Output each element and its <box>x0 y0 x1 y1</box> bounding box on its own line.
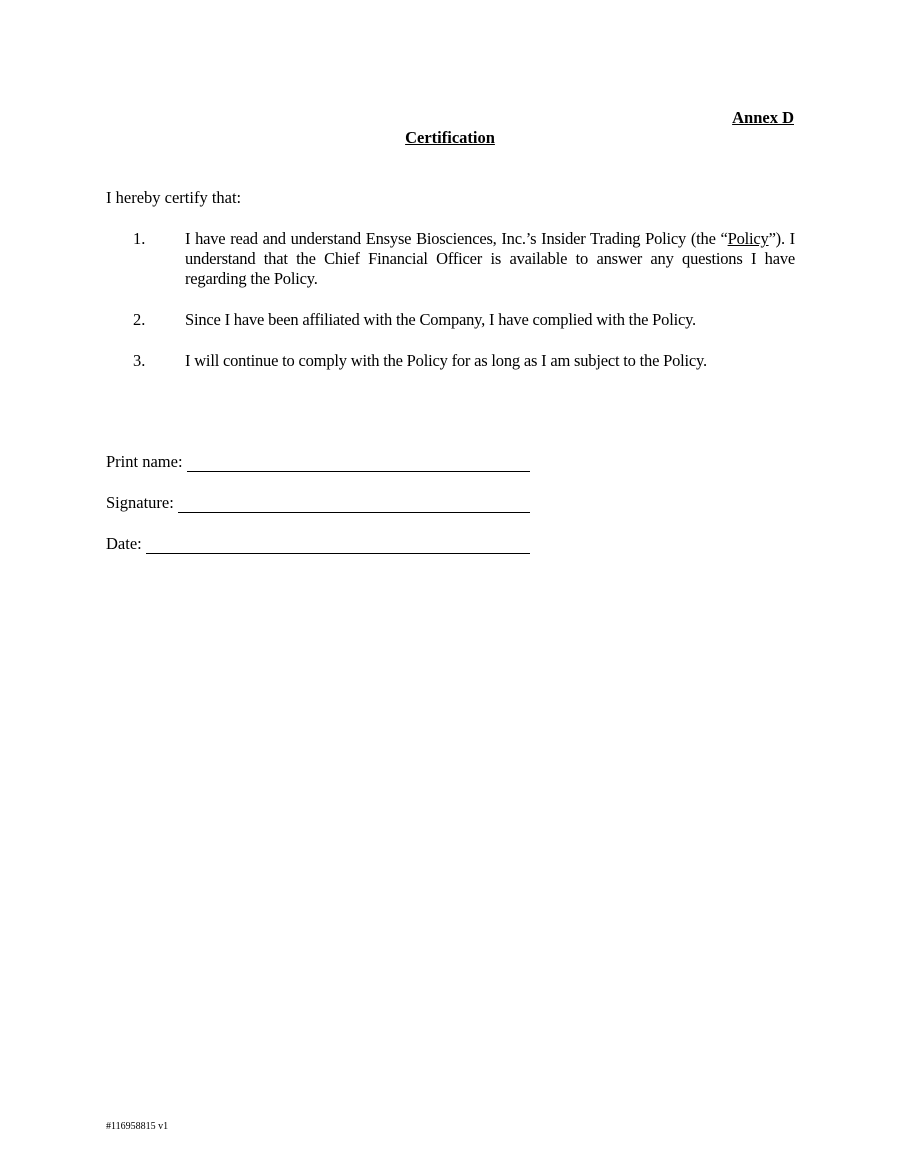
list-item <box>106 351 795 371</box>
item-number: 2. <box>133 310 146 329</box>
item-text: Since I have been affiliated with the Company, I have complied with the Policy. <box>185 310 696 329</box>
list-item <box>106 229 795 289</box>
date-field[interactable] <box>106 534 530 554</box>
signature-field[interactable] <box>106 493 530 513</box>
field-label: Date: <box>106 534 142 553</box>
item-number: 3. <box>133 351 146 370</box>
field-label: Print name: <box>106 452 183 471</box>
item-text-part: ”). I understand that the Chief Financial Officer is available to answer any questions I have regarding the Policy. <box>185 229 795 288</box>
signature-line[interactable] <box>178 496 530 513</box>
item-text <box>185 229 795 289</box>
intro-text: I hereby certify that: <box>106 188 242 207</box>
document-id-footer: #116958815 v1 <box>106 1121 169 1132</box>
item-number: 1. <box>133 229 146 248</box>
item-text-part: I have read and understand Ensyse Biosciences, Inc.’s Insider Trading Policy (the “ <box>185 229 728 248</box>
signature-line[interactable] <box>187 455 530 472</box>
field-label: Signature: <box>106 493 174 512</box>
item-text: I will continue to comply with the Policy for as long as I am subject to the Policy. <box>185 351 707 370</box>
defined-term: Policy <box>727 229 769 248</box>
annex-label: Annex D <box>732 108 794 127</box>
signature-line[interactable] <box>146 537 530 554</box>
list-item <box>106 310 795 330</box>
page-title: Certification <box>405 128 495 147</box>
print-name-field[interactable] <box>106 452 530 472</box>
